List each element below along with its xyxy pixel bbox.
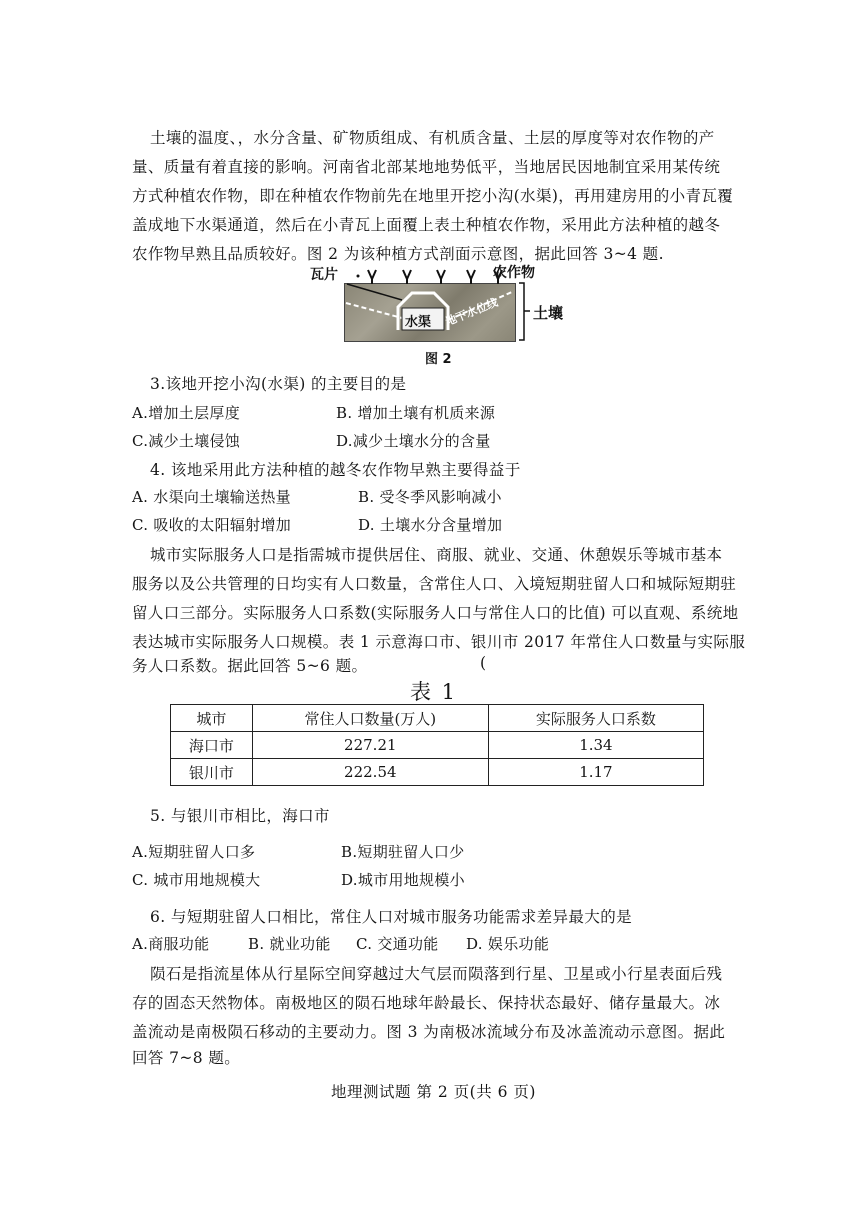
label-channel: 水渠	[405, 315, 432, 330]
cell-coefficient: 1.17	[488, 759, 703, 786]
q5-option-c[interactable]: C. 城市用地规模大	[132, 871, 261, 889]
page-footer: 地理测试题 第 2 页(共 6 页)	[331, 1083, 536, 1101]
label-crop: 农作物	[493, 265, 535, 281]
label-tile: 瓦片	[310, 267, 338, 283]
intro3-line-1: 陨石是指流星体从行星际空间穿越过大气层而陨落到行星、卫星或小行星表面后残	[150, 965, 723, 983]
stray-paren: (	[480, 654, 487, 672]
cell-coefficient: 1.34	[488, 732, 703, 759]
intro2-line-5: 务人口系数。据此回答 5~6 题。	[132, 657, 368, 675]
header-population: 常住人口数量(万人)	[252, 705, 488, 732]
header-city: 城市	[171, 705, 253, 732]
q4-option-c[interactable]: C. 吸收的太阳辐射增加	[132, 516, 292, 534]
intro3-line-4: 回答 7~8 题。	[132, 1049, 241, 1067]
intro3-line-2: 存的固态天然物体。南极地区的陨石地球年龄最长、保持状态最好、储存量最大。冰	[132, 994, 721, 1012]
intro2-line-2: 服务以及公共管理的日均实有人口数量，含常住人口、入境短期驻留人口和城际短期驻	[132, 575, 737, 593]
intro1-line-2: 量、质量有着直接的影响。河南省北部某地地势低平，当地居民因地制宜采用某传统	[132, 158, 721, 176]
intro1-line-3: 方式种植农作物，即在种植农作物前先在地里开挖小沟(水渠)，再用建房用的小青瓦覆	[132, 187, 734, 205]
intro2-line-1: 城市实际服务人口是指需城市提供居住、商服、就业、交通、休憩娱乐等城市基本	[150, 546, 723, 564]
table-1	[170, 704, 704, 786]
q5-option-d[interactable]: D.城市用地规模小	[341, 871, 465, 889]
intro2-line-3: 留人口三部分。实际服务人口系数(实际服务人口与常住人口的比值) 可以直观、系统地	[132, 604, 739, 622]
q4-option-a[interactable]: A. 水渠向土壤输送热量	[132, 488, 291, 506]
q5-option-a[interactable]: A.短期驻留人口多	[132, 843, 256, 861]
q3-option-d[interactable]: D.减少土壤水分的含量	[336, 432, 491, 450]
intro2-line-4: 表达城市实际服务人口规模。表 1 示意海口市、银川市 2017 年常住人口数量与实际服	[132, 633, 746, 651]
table-row	[171, 759, 704, 786]
cell-city: 银川市	[171, 759, 253, 786]
q5-option-b[interactable]: B.短期驻留人口少	[341, 843, 465, 861]
figure-2-caption: 图 2	[425, 352, 452, 367]
q6-option-c[interactable]: C. 交通功能	[356, 935, 439, 953]
q3-option-a[interactable]: A.增加土层厚度	[132, 404, 241, 422]
q4-option-b[interactable]: B. 受冬季风影响减小	[358, 488, 502, 506]
intro1-line-5: 农作物早熟且品质较好。图 2 为该种植方式剖面示意图，据此回答 3~4 题.	[132, 245, 664, 263]
intro1-line-1: 土壤的温度、，水分含量、矿物质组成、有机质含量、土层的厚度等对农作物的产	[150, 129, 715, 147]
q6-option-a[interactable]: A.商服功能	[132, 935, 210, 953]
q6-option-d[interactable]: D. 娱乐功能	[466, 935, 550, 953]
table-header-row	[171, 705, 704, 732]
label-soil: 土壤	[533, 304, 564, 322]
q5-stem: 5. 与银川市相比，海口市	[150, 807, 330, 825]
q6-option-b[interactable]: B. 就业功能	[248, 935, 331, 953]
q3-stem: 3.该地开挖小沟(水渠) 的主要目的是	[150, 375, 407, 393]
intro3-line-3: 盖流动是南极陨石移动的主要动力。图 3 为南极冰流域分布及冰盖流动示意图。据此	[132, 1023, 726, 1041]
header-coefficient: 实际服务人口系数	[488, 705, 703, 732]
q6-stem: 6. 与短期驻留人口相比，常住人口对城市服务功能需求差异最大的是	[150, 908, 633, 926]
figure-2-drawing	[0, 0, 867, 360]
table-row	[171, 732, 704, 759]
label-water-table: 地下水位线	[443, 295, 500, 329]
cell-population: 227.21	[252, 732, 488, 759]
intro1-line-4: 盖成地下水渠通道，然后在小青瓦上面覆上表土种植农作物，采用此方法种植的越冬	[132, 216, 721, 234]
q4-option-d[interactable]: D. 土壤水分含量增加	[358, 516, 503, 534]
q3-option-c[interactable]: C.减少土壤侵蚀	[132, 432, 241, 450]
q4-stem: 4. 该地采用此方法种植的越冬农作物早熟主要得益于	[150, 461, 521, 479]
table-1-title: 表 1	[409, 680, 458, 704]
crop-icons	[368, 270, 502, 284]
q3-option-b[interactable]: B. 增加土壤有机质来源	[336, 404, 496, 422]
cell-city: 海口市	[171, 732, 253, 759]
cell-population: 222.54	[252, 759, 488, 786]
